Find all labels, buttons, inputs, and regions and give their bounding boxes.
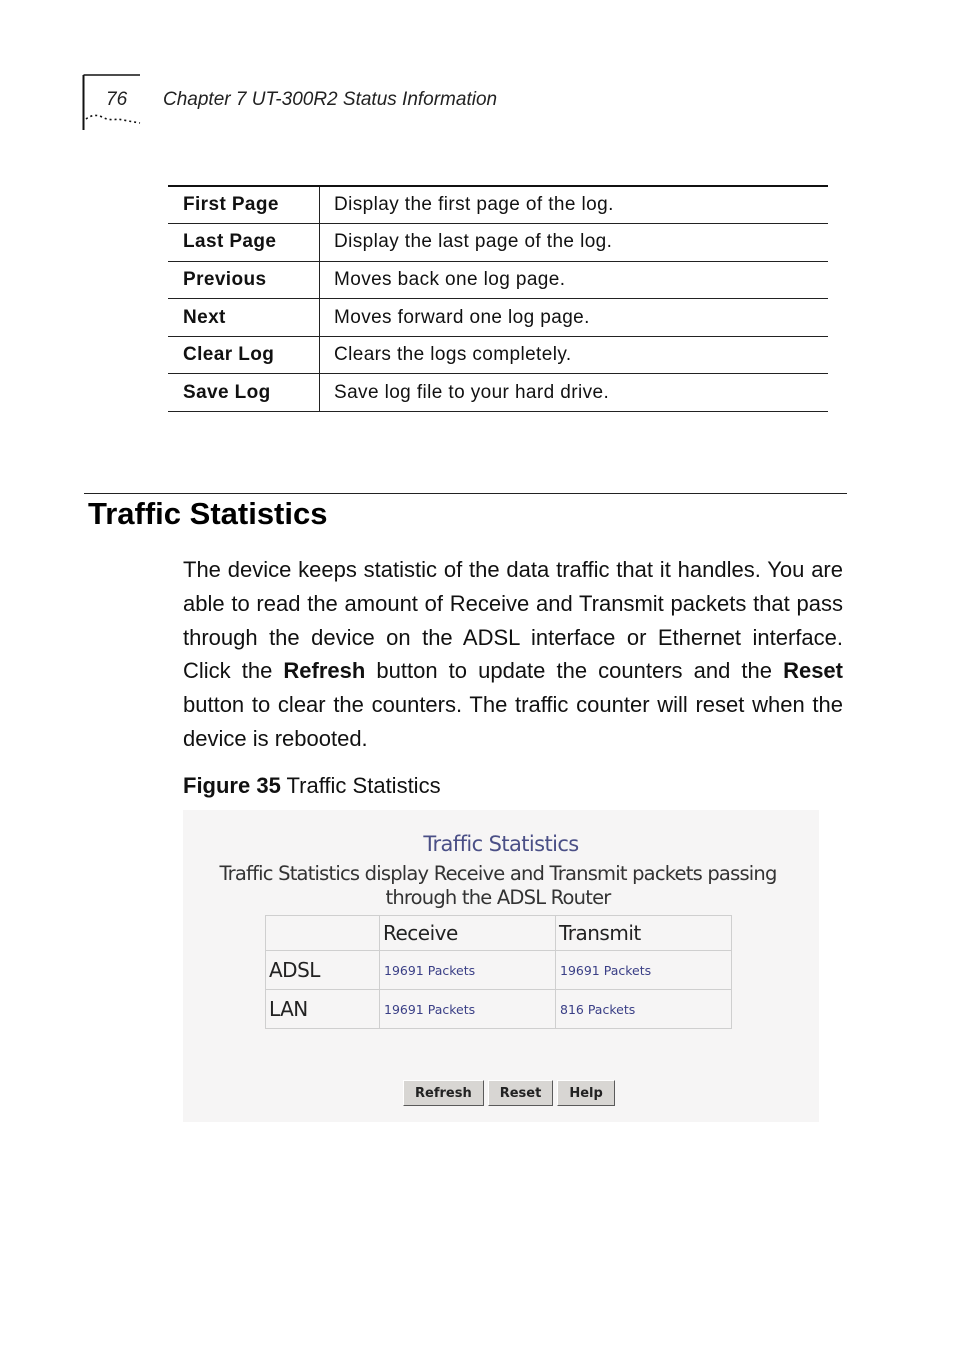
screenshot-description: Traffic Statistics display Receive and Transmit packets passing through the ADSL Router	[219, 862, 777, 909]
paragraph-bold-refresh: Refresh	[283, 658, 366, 684]
lan-receive-value: 19691 Packets	[380, 990, 556, 1029]
adsl-transmit-value: 19691 Packets	[556, 951, 732, 990]
command-description: Display the first page of the log.	[320, 186, 829, 224]
command-description: Moves back one log page.	[320, 261, 829, 299]
command-term: Save Log	[168, 374, 320, 412]
table-row	[266, 951, 732, 990]
section-title: Traffic Statistics	[88, 496, 328, 531]
command-term: First Page	[168, 186, 320, 224]
command-description: Save log file to your hard drive.	[320, 374, 829, 412]
table-header-row	[266, 916, 732, 951]
section-divider	[84, 493, 847, 494]
row-label-lan: LAN	[266, 990, 380, 1029]
figure-caption-text: Traffic Statistics	[286, 773, 441, 798]
table-row	[168, 224, 828, 262]
screenshot-title: Traffic Statistics	[423, 832, 579, 856]
table-row	[168, 186, 828, 224]
figure-caption	[183, 773, 441, 799]
command-description: Clears the logs completely.	[320, 336, 829, 374]
screenshot-button-bar	[403, 1080, 615, 1106]
paragraph-text: button to clear the counters. The traffic counter will reset when the device is rebooted.	[183, 692, 843, 751]
row-label-adsl: ADSL	[266, 951, 380, 990]
body-paragraph	[183, 553, 843, 756]
paragraph-text: The device keeps statistic of the data traffic that it handles. You are able to read the amount of Receive and Transmit packets that pass through the device on the ADSL interface or Ethernet interface. Click the	[183, 557, 843, 684]
command-term: Last Page	[168, 224, 320, 262]
traffic-statistics-screenshot	[183, 810, 819, 1122]
reset-button[interactable]: Reset	[488, 1080, 554, 1106]
command-term: Previous	[168, 261, 320, 299]
column-header-transmit: Transmit	[556, 916, 732, 951]
table-row	[168, 261, 828, 299]
table-row	[168, 374, 828, 412]
paragraph-bold-reset: Reset	[783, 658, 843, 684]
running-header: Chapter 7 UT-300R2 Status Information	[163, 89, 498, 110]
column-header-blank	[266, 916, 380, 951]
lan-transmit-value: 816 Packets	[556, 990, 732, 1029]
command-term: Next	[168, 299, 320, 337]
command-description: Moves forward one log page.	[320, 299, 829, 337]
table-row	[168, 336, 828, 374]
page-number: 76	[106, 89, 128, 110]
table-row	[168, 299, 828, 337]
help-button[interactable]: Help	[557, 1080, 614, 1106]
command-description: Display the last page of the log.	[320, 224, 829, 262]
column-header-receive: Receive	[380, 916, 556, 951]
adsl-receive-value: 19691 Packets	[380, 951, 556, 990]
command-term: Clear Log	[168, 336, 320, 374]
log-commands-table	[168, 185, 828, 412]
traffic-statistics-table	[265, 915, 732, 1029]
table-row	[266, 990, 732, 1029]
paragraph-text: button to update the counters and the	[365, 658, 784, 684]
figure-label: Figure 35	[183, 773, 281, 798]
refresh-button[interactable]: Refresh	[403, 1080, 484, 1106]
